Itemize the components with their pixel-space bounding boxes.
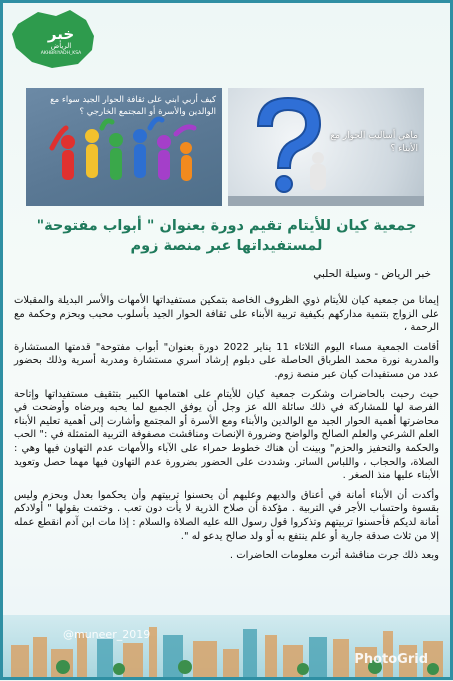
paragraph: أقامت الجمعية مساء اليوم الثلاثاء 11 يناير 2022 دورة بعنوان" أبواب مفتوحة" قدمتها المستشارة والمدربة نورة محمد الطرباق الحاصلة على دبلوم إرشاد أسري مستشارة ومدربة أسرية وذلك بحضور عدد من مستفيدات كيان عبر منصة زوم. (14, 341, 439, 380)
logo-tag: AKHBRIYADH_KSA (40, 51, 82, 56)
site-logo (8, 6, 100, 70)
left-image-caption: كيف أربي ابني على ثقافة الحوار الجيد سواء مع الوالدين والأسرة أو المجتمع الخارجي ؟ (50, 95, 216, 117)
logo-text (26, 26, 96, 58)
right-image-caption: ماهي أساليب الحوار مع الأبناء ؟ (330, 131, 418, 154)
paragraph: وأكدت أن الأبناء أمانة في أعناق والديهم وعليهم أن يحسنوا تربيتهم وأن يحكموا بعدل وبحزم وليس بقسوة واحتساب الأجر في التربية . مؤكدة أن صلاح الذرية لا يأت دون تعب . وختمت بقولها " أولادكم أمانة لديكم فأحسنوا تربيتهم وتذكروا قول رسول الله عليه الصلاة والسلام : إذا مات ابن آدم انقطع عمله إلا من ثلاث صدقة جارية أو علم ينتفع به أو ولد صالح يدعو له ". (14, 489, 439, 542)
article-body (14, 294, 439, 569)
paragraph: حيث رحبت بالحاضرات وشكرت جمعية كيان للأيتام على اهتمامها الكبير بتثقيف مستفيداتها وإتاحة الفرصة لها للمشاركة في ذلك سائلة الله عز وجل أن يوفق الجميع لما يحبه ويرضاه وأوضحت في محاضرتها أهمية الحوار الجيد مع الوالدين والأبناء ومع الأسرة أو المجتمع وأشارت إلى أهمية تعليم الأبناء العلم الشرعي والعلم الصالح والواضح وضرورة الإنصات ومناقشت مصفوفة التربية المتمثلة في :" الحب والحكمة والتحفيز والحزم" وبينت أن هناك خطوط حمراء على الآباء والأمهات عدم التهاون فيها وهي : الصلاة، والحجاب ، واللباس الساتر. وشددت على الحضور بضرورة عدم التهاون فيها مهما حصل وتعويد الأبناء عليها منذ الصغر . (14, 388, 439, 482)
paragraph: إيمانا من جمعية كيان للأيتام ذوي الظروف الخاصة بتمكين مستفيداتها الأمهات والأسر البديلة والمقبلات على الزواج بتنمية مداركهم بكيفية تربية الأبناء على ثقافة الحوار الجيد بأسلوب محبب وبحزم وحكمة مع الرحمة ، (14, 295, 439, 334)
article-byline: خبر الرياض - وسيلة الحلبي (313, 268, 431, 280)
photogrid-watermark: PhotoGrid (354, 652, 428, 667)
logo-title: خبر (47, 25, 75, 43)
skyline-icon (3, 615, 450, 677)
image-question-mark (228, 88, 424, 206)
instagram-username: @muneer_2019 (63, 628, 151, 641)
image-people-figures (26, 88, 222, 206)
paragraph: وبعد ذلك جرت مناقشة أثرت معلومات الحاضرات . (229, 550, 439, 562)
article-headline: جمعية كيان للأيتام تقيم دورة بعنوان " أبواب مفتوحة" لمستفيداتها عبر منصة زوم (36, 218, 417, 254)
city-skyline-decoration (3, 615, 450, 677)
logo-subtitle: الرياض (50, 42, 72, 50)
